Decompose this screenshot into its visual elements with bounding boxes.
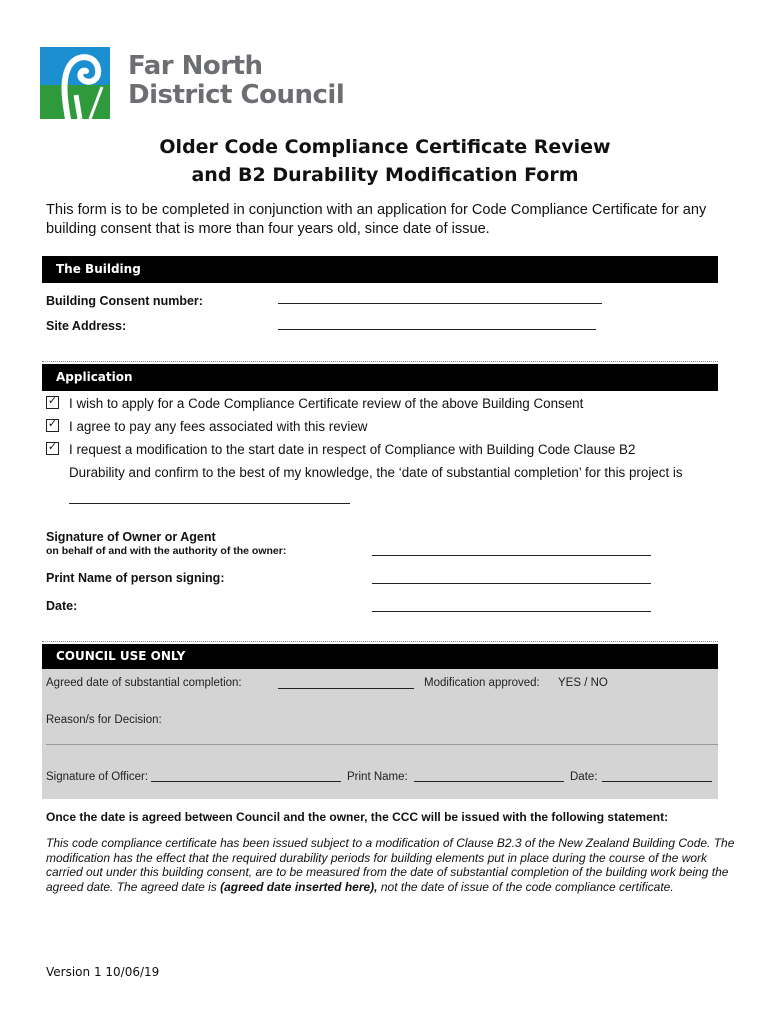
signature-sublabel: on behalf of and with the authority of the owner: — [46, 545, 287, 557]
section-header-building: The Building — [42, 256, 718, 283]
date-field[interactable] — [372, 611, 651, 612]
council-name-line1: Far North — [128, 51, 263, 81]
site-address-field[interactable] — [278, 329, 596, 330]
officer-print-name-label: Print Name: — [347, 771, 408, 783]
print-name-field[interactable] — [372, 583, 651, 584]
agreed-date-field[interactable] — [278, 688, 414, 689]
ccc-statement-heading: Once the date is agreed between Council and the owner, the CCC will be issued with the following statement: — [46, 810, 669, 824]
version-footer: Version 1 10/06/19 — [46, 965, 160, 979]
officer-date-label: Date: — [570, 771, 598, 783]
section-header-application: Application — [42, 364, 718, 391]
application-item-text: I request a modification to the start date in respect of Compliance with Building Code Clause B2 — [69, 442, 636, 457]
ccc-statement-text — [46, 836, 736, 894]
council-name — [128, 52, 344, 110]
statement-part1: This code compliance certificate has been issued subject to a modification of Clause B2.3 of the New Zealand Building Code. The modification has the effect that the required durability periods for building elements put in place during the course of the work carried out under this building consent, are to be measured from the date of substantial completion of the building work being the agreed date. The agreed date is — [46, 836, 735, 894]
intro-text: This form is to be completed in conjunction with an application for Code Compliance Certificate for any building consent that is more than four years old, since date of issue. — [46, 202, 707, 237]
officer-signature-label: Signature of Officer: — [46, 771, 149, 783]
site-address-label: Site Address: — [46, 319, 127, 333]
agreed-date-label: Agreed date of substantial completion: — [46, 677, 242, 689]
statement-agreed-date: (agreed date inserted here), — [220, 879, 378, 894]
statement-part2: not the date of issue of the code compliance certificate. — [377, 879, 674, 894]
consent-number-label: Building Consent number: — [46, 294, 203, 308]
form-title-line2: and B2 Durability Modification Form — [191, 164, 579, 186]
form-title — [0, 133, 770, 189]
modification-options[interactable]: YES / NO — [558, 677, 608, 689]
reasons-field[interactable] — [46, 744, 718, 745]
application-item[interactable] — [46, 418, 367, 436]
officer-signature-field[interactable] — [151, 781, 341, 782]
form-title-line1: Older Code Compliance Certificate Review — [159, 136, 611, 158]
officer-date-field[interactable] — [602, 781, 712, 782]
checkbox-checked-icon[interactable]: ✓ — [47, 418, 58, 430]
section-divider — [42, 641, 718, 642]
signature-field[interactable] — [372, 555, 651, 556]
council-name-line2: District Council — [128, 80, 345, 110]
officer-print-name-field[interactable] — [414, 781, 564, 782]
application-item-text: I wish to apply for a Code Compliance Certificate review of the above Building Consent — [69, 396, 584, 411]
consent-number-field[interactable] — [278, 303, 602, 304]
modification-label: Modification approved: — [424, 677, 540, 689]
application-item[interactable] — [46, 441, 635, 459]
application-item-text: I agree to pay any fees associated with this review — [69, 419, 368, 434]
print-name-label: Print Name of person signing: — [46, 571, 225, 585]
section-header-council: COUNCIL USE ONLY — [42, 644, 718, 669]
signature-label: Signature of Owner or Agent — [46, 530, 216, 544]
application-item[interactable] — [46, 395, 583, 413]
checkbox-checked-icon[interactable]: ✓ — [47, 441, 58, 453]
application-continuation: Durability and confirm to the best of my knowledge, the ‘date of substantial completion’ for this project is — [69, 465, 683, 480]
reasons-label: Reason/s for Decision: — [46, 714, 162, 726]
council-logo-icon — [40, 47, 110, 119]
completion-date-field[interactable] — [69, 503, 350, 504]
checkbox-checked-icon[interactable]: ✓ — [47, 395, 58, 407]
section-divider — [42, 361, 718, 362]
date-label: Date: — [46, 599, 78, 613]
